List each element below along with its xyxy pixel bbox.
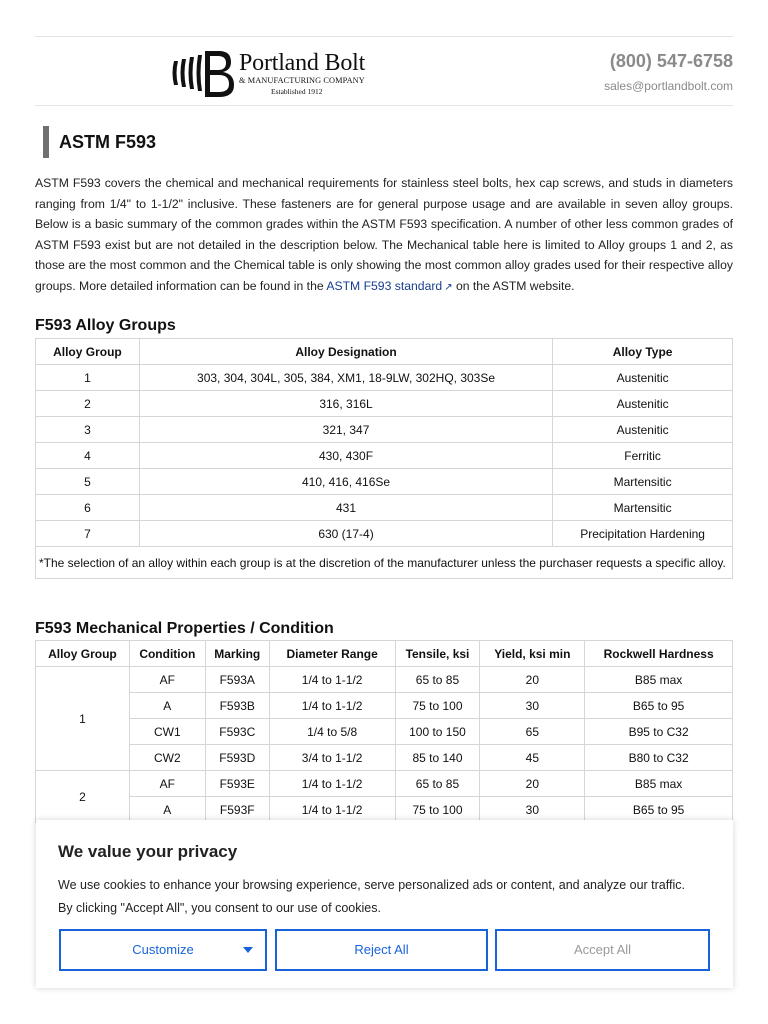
cell: B80 to C32 <box>585 745 733 771</box>
cell: B85 max <box>585 667 733 693</box>
column-header: Alloy Type <box>553 339 733 365</box>
table-note: *The selection of an alloy within each group is at the discretion of the manufacturer unless the purchaser requests a specific alloy. <box>36 547 733 579</box>
cell: 5 <box>36 469 140 495</box>
cell: 2 <box>36 391 140 417</box>
intro-text-end: on the ASTM website. <box>455 278 575 293</box>
table-row <box>36 469 733 495</box>
cell: 3/4 to 1-1/2 <box>269 745 395 771</box>
customize-button[interactable] <box>59 929 267 971</box>
cell: CW2 <box>129 745 205 771</box>
cell: 85 to 140 <box>395 745 480 771</box>
column-header: Diameter Range <box>269 641 395 667</box>
brand-name: Portland Bolt <box>239 50 366 76</box>
table-header-row <box>36 641 733 667</box>
column-header: Marking <box>205 641 269 667</box>
table-row <box>36 719 733 745</box>
cell: CW1 <box>129 719 205 745</box>
intro-paragraph <box>35 173 733 299</box>
caret-down-icon <box>243 947 253 953</box>
cell: 410, 416, 416Se <box>139 469 552 495</box>
cookie-description: We use cookies to enhance your browsing experience, serve personalized ads or content, and analyze our traffic. By clicking "Accept All", you consent to our use of cookies. <box>58 878 685 915</box>
alloy-groups-table <box>35 338 733 579</box>
column-header: Yield, ksi min <box>480 641 585 667</box>
phone-link[interactable]: (800) 547-6758 <box>609 51 733 71</box>
cell: A <box>129 693 205 719</box>
alloy-groups-title: F593 Alloy Groups <box>35 317 176 334</box>
group-cell: 1 <box>36 667 130 771</box>
cell: 3 <box>36 417 140 443</box>
cell: Precipitation Hardening <box>553 521 733 547</box>
column-header: Condition <box>129 641 205 667</box>
portland-bolt-logo[interactable] <box>171 47 391 99</box>
astm-standard-link-text: ASTM F593 standard <box>326 278 443 293</box>
brand-subtitle: & MANUFACTURING COMPANY <box>239 76 365 85</box>
table-row <box>36 365 733 391</box>
cell: 1/4 to 1-1/2 <box>269 693 395 719</box>
cell: 316, 316L <box>139 391 552 417</box>
mechanical-properties-title: F593 Mechanical Properties / Condition <box>35 620 334 637</box>
table-row <box>36 417 733 443</box>
cell: 430, 430F <box>139 443 552 469</box>
cell: F593D <box>205 745 269 771</box>
cell: 1 <box>36 365 140 391</box>
column-header: Alloy Group <box>36 641 130 667</box>
cell: B65 to 95 <box>585 693 733 719</box>
email-link[interactable]: sales@portlandbolt.com <box>604 79 733 93</box>
site-header <box>35 36 733 106</box>
table-note-row <box>36 547 733 579</box>
page-title-block <box>43 126 156 158</box>
table-row <box>36 693 733 719</box>
astm-standard-link[interactable] <box>326 279 452 293</box>
cell: 45 <box>480 745 585 771</box>
table-row <box>36 391 733 417</box>
accept-all-button[interactable]: Accept All <box>495 929 710 971</box>
reject-all-button[interactable]: Reject All <box>275 929 488 971</box>
cell: 321, 347 <box>139 417 552 443</box>
cell: 30 <box>480 797 585 823</box>
mechanical-properties-table <box>35 640 733 823</box>
cell: 20 <box>480 667 585 693</box>
table-row <box>36 797 733 823</box>
table-row <box>36 443 733 469</box>
cell: 630 (17-4) <box>139 521 552 547</box>
cell: 100 to 150 <box>395 719 480 745</box>
cell: 431 <box>139 495 552 521</box>
page-title: ASTM F593 <box>59 132 157 152</box>
cell: 75 to 100 <box>395 797 480 823</box>
cell: AF <box>129 771 205 797</box>
cell: 75 to 100 <box>395 693 480 719</box>
table-row <box>36 771 733 797</box>
cell: F593C <box>205 719 269 745</box>
table-header-row <box>36 339 733 365</box>
cell: 65 to 85 <box>395 771 480 797</box>
cell: Martensitic <box>553 495 733 521</box>
cell: 6 <box>36 495 140 521</box>
table-row <box>36 521 733 547</box>
cell: 303, 304, 304L, 305, 384, XM1, 18-9LW, 302HQ, 303Se <box>139 365 552 391</box>
cell: Austenitic <box>553 417 733 443</box>
cell: F593B <box>205 693 269 719</box>
cell: Martensitic <box>553 469 733 495</box>
cell: F593A <box>205 667 269 693</box>
cell: 20 <box>480 771 585 797</box>
cell: F593F <box>205 797 269 823</box>
cell: F593E <box>205 771 269 797</box>
cell: 65 to 85 <box>395 667 480 693</box>
cell: AF <box>129 667 205 693</box>
column-header: Rockwell Hardness <box>585 641 733 667</box>
cell: 1/4 to 1-1/2 <box>269 797 395 823</box>
column-header: Alloy Group <box>36 339 140 365</box>
cookie-consent-banner <box>36 820 733 988</box>
cell: 1/4 to 1-1/2 <box>269 667 395 693</box>
cell: B95 to C32 <box>585 719 733 745</box>
bolt-logo-icon <box>171 47 237 99</box>
column-header: Tensile, ksi <box>395 641 480 667</box>
cell: 1/4 to 5/8 <box>269 719 395 745</box>
cell: 1/4 to 1-1/2 <box>269 771 395 797</box>
intro-text: ASTM F593 covers the chemical and mechanical requirements for stainless steel bolts, hex cap screws, and studs in diameters ranging from 1/4" to 1-1/2" inclusive. These fasteners are for general purpose usage and are available in seven alloy groups. Below is a basic summary of the common grades within the ASTM F593 specification. A number of other less common grades of ASTM F593 exist but are not detailed in the description below. The Mechanical table here is limited to Alloy groups 1 and 2, as those are the most common and the Chemical table is only showing the most common alloy grades used for their respective alloy groups. More detailed information can be found in the <box>35 176 733 293</box>
cell: Ferritic <box>553 443 733 469</box>
cell: Austenitic <box>553 365 733 391</box>
customize-button-label: Customize <box>132 942 194 957</box>
table-row <box>36 745 733 771</box>
group-cell: 2 <box>36 771 130 823</box>
cell: Austenitic <box>553 391 733 417</box>
cell: 7 <box>36 521 140 547</box>
cell: B85 max <box>585 771 733 797</box>
cell: B65 to 95 <box>585 797 733 823</box>
brand-established: Established 1912 <box>271 87 323 96</box>
table-row <box>36 495 733 521</box>
cell: A <box>129 797 205 823</box>
cell: 4 <box>36 443 140 469</box>
table-row <box>36 667 733 693</box>
cookie-title: We value your privacy <box>58 842 238 861</box>
cell: 30 <box>480 693 585 719</box>
column-header: Alloy Designation <box>139 339 552 365</box>
external-link-icon: ↗ <box>444 281 453 293</box>
cell: 65 <box>480 719 585 745</box>
